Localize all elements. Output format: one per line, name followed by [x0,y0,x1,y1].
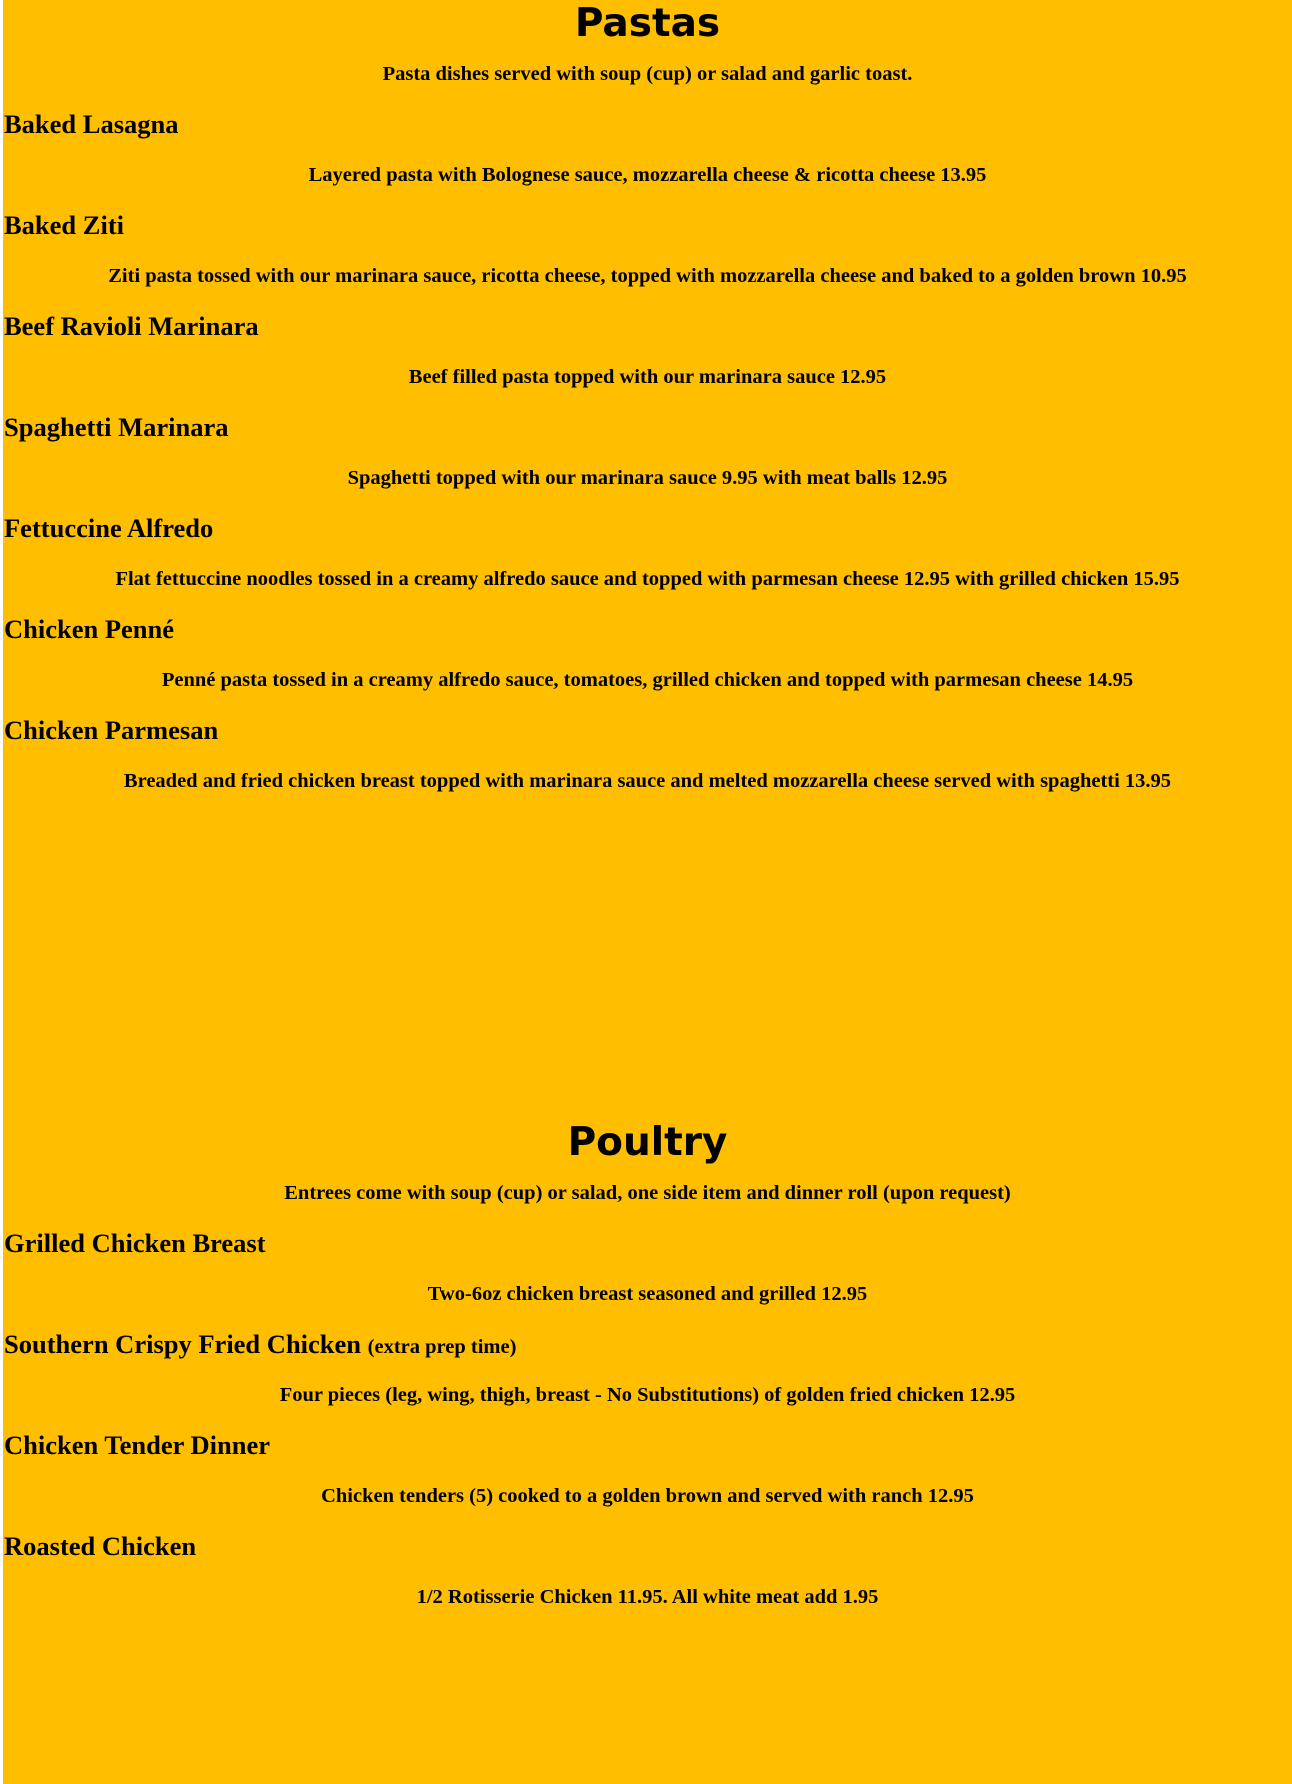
item-description: Two-6oz chicken breast seasoned and grilled 12.95 [427,1283,868,1305]
item-description: Spaghetti topped with our marinara sauce 9.95 with meat balls 12.95 [347,467,948,489]
item-description: Chicken tenders (5) cooked to a golden brown and served with ranch 12.95 [321,1485,974,1507]
menu-item-beef-ravioli-marinara [3,302,1292,403]
item-name: Baked Lasagna [4,109,179,139]
poultry-section [3,1119,1292,1623]
menu-item-chicken-tender-dinner [3,1421,1292,1522]
menu-item-southern-crispy-fried-chicken [3,1320,1292,1421]
item-description: Flat fettuccine noodles tossed in a creamy alfredo sauce and topped with parmesan cheese 12.95 with grilled chicken 15.95 [115,568,1180,590]
pastas-title: Pastas [574,1,721,46]
item-name [3,1522,1292,1571]
menu-item-baked-ziti [3,201,1292,302]
pastas-section [3,0,1292,807]
item-description: Penné pasta tossed in a creamy alfredo sauce, tomatoes, grilled chicken and topped with parmesan cheese 14.95 [161,669,1134,691]
item-description: Breaded and fried chicken breast topped with marinara sauce and melted mozzarella cheese served with spaghetti 13.95 [123,770,1172,792]
item-note: (extra prep time) [367,1336,517,1358]
menu-item-chicken-penne [3,605,1292,706]
item-name: Spaghetti Marinara [4,412,229,442]
menu-item-fettuccine-alfredo [3,504,1292,605]
item-description: Beef filled pasta topped with our marinara sauce 12.95 [408,366,887,388]
item-name: Chicken Parmesan [4,715,219,745]
menu-item-spaghetti-marinara [3,403,1292,504]
menu-item-baked-lasagna [3,100,1292,201]
poultry-intro: Entrees come with soup (cup) or salad, one side item and dinner roll (upon request) [284,1182,1011,1204]
item-description: Ziti pasta tossed with our marinara sauce, ricotta cheese, topped with mozzarella cheese and baked to a golden brown 10.95 [108,265,1187,287]
pastas-intro: Pasta dishes served with soup (cup) or salad and garlic toast. [382,63,913,85]
item-name-text: Roasted Chicken [4,1531,197,1561]
item-name [3,1320,1292,1369]
menu-item-roasted-chicken [3,1522,1292,1623]
item-name: Beef Ravioli Marinara [4,311,259,341]
item-name [3,1421,1292,1470]
item-name: Chicken Penné [4,614,175,644]
item-description: Four pieces (leg, wing, thigh, breast - No Substitutions) of golden fried chicken 12.95 [279,1384,1016,1406]
poultry-title: Poultry [567,1120,728,1165]
item-name-text: Grilled Chicken Breast [4,1228,266,1258]
menu-page [3,0,1292,1784]
menu-item-chicken-parmesan [3,706,1292,807]
item-name-text: Chicken Tender Dinner [4,1430,271,1460]
item-description: Layered pasta with Bolognese sauce, mozzarella cheese & ricotta cheese 13.95 [308,164,987,186]
item-name: Baked Ziti [4,210,125,240]
menu-item-grilled-chicken-breast [3,1219,1292,1320]
item-name: Fettuccine Alfredo [4,513,214,543]
item-name-text: Southern Crispy Fried Chicken [4,1329,362,1359]
item-name [3,1219,1292,1268]
item-description: 1/2 Rotisserie Chicken 11.95. All white meat add 1.95 [416,1586,879,1608]
